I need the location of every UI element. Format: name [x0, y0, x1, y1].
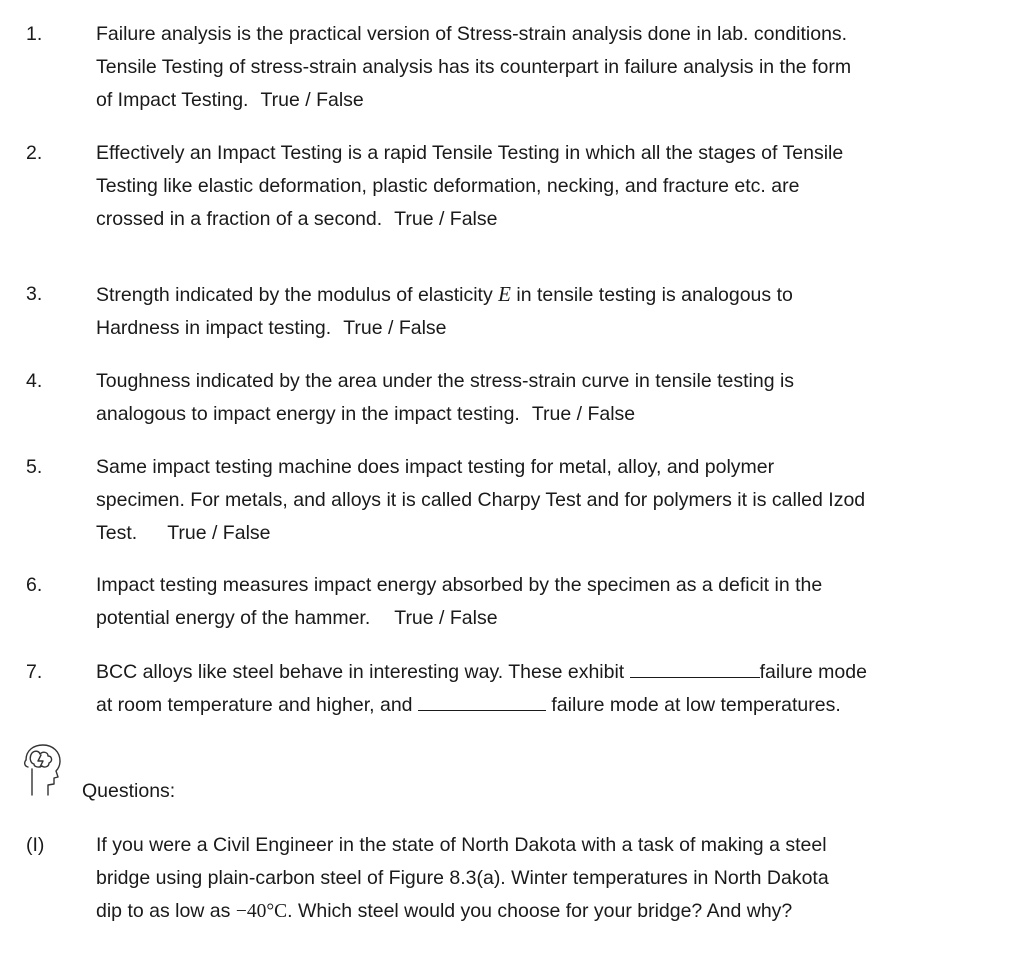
question-line: [96, 312, 996, 345]
question-line-text: Test.: [96, 522, 138, 544]
question-line-text: Hardness in impact testing.: [96, 317, 332, 339]
modulus-symbol: E: [498, 282, 511, 306]
questions-label: Questions:: [82, 780, 176, 802]
question-line: Failure analysis is the practical version of Stress-strain analysis done in lab. conditions.: [96, 23, 848, 45]
question-line: [96, 895, 996, 928]
true-false-option: True / False: [394, 607, 498, 629]
true-false-option: True / False: [531, 403, 636, 425]
question-text: [96, 18, 996, 117]
question-text: [96, 451, 996, 550]
fill-in-blank: [630, 676, 760, 678]
question-line: Effectively an Impact Testing is a rapid Tensile Testing in which all the stages of Tensile: [96, 142, 844, 164]
question-line: [96, 602, 996, 635]
true-false-option: True / False: [343, 317, 447, 339]
question-line: If you were a Civil Engineer in the state of North Dakota with a task of making a steel: [96, 834, 827, 856]
head-lightbulb-icon: [18, 742, 68, 800]
question-number: 2.: [26, 142, 43, 164]
question-number: 7.: [26, 661, 43, 683]
question-line: [96, 689, 996, 722]
question-text: [96, 656, 996, 722]
question-line: bridge using plain-carbon steel of Figure 8.3(a). Winter temperatures in North Dakota: [96, 867, 829, 889]
question-line-text: crossed in a fraction of a second.: [96, 208, 383, 230]
question-line-text: BCC alloys like steel behave in interesting way. These exhibit: [96, 661, 625, 683]
question-text: [96, 365, 996, 431]
question-text: [96, 829, 996, 928]
question-line: specimen. For metals, and alloys it is called Charpy Test and for polymers it is called Izod: [96, 489, 866, 511]
question-line-text: potential energy of the hammer.: [96, 607, 371, 629]
question-text: [96, 569, 996, 635]
true-false-option: True / False: [394, 208, 498, 230]
question-line-text: . Which steel would you choose for your bridge? And why?: [287, 900, 793, 922]
question-number: 4.: [26, 370, 43, 392]
question-text: [96, 278, 996, 345]
question-number: 6.: [26, 574, 43, 596]
question-line: [96, 398, 996, 431]
question-line: [96, 278, 996, 312]
question-line: Toughness indicated by the area under the stress-strain curve in tensile testing is: [96, 370, 795, 392]
question-line: Testing like elastic deformation, plastic deformation, necking, and fracture etc. are: [96, 175, 800, 197]
question-number: 1.: [26, 23, 43, 45]
question-line: [96, 656, 996, 689]
question-number: 5.: [26, 456, 43, 478]
true-false-option: True / False: [260, 89, 364, 111]
question-line-text: of Impact Testing.: [96, 89, 249, 111]
question-line: [96, 84, 996, 117]
question-line-text: in tensile testing is analogous to: [516, 284, 793, 306]
question-line-text: Strength indicated by the modulus of elasticity: [96, 284, 493, 306]
temperature-value: −40°C: [235, 901, 288, 922]
questions-header: [18, 742, 176, 806]
question-line: [96, 203, 996, 236]
question-line-text: dip to as low as: [96, 900, 231, 922]
question-line-text: failure mode: [759, 661, 867, 683]
question-line: Same impact testing machine does impact testing for metal, alloy, and polymer: [96, 456, 775, 478]
question-line: [96, 517, 996, 550]
question-text: [96, 137, 996, 236]
question-line-text: at room temperature and higher, and: [96, 694, 413, 716]
question-number: (I): [26, 834, 45, 856]
fill-in-blank: [418, 709, 546, 711]
question-line: Impact testing measures impact energy absorbed by the specimen as a deficit in the: [96, 574, 823, 596]
question-number: 3.: [26, 283, 43, 305]
question-line-text: failure mode at low temperatures.: [551, 694, 841, 716]
true-false-option: True / False: [167, 522, 271, 544]
question-line-text: analogous to impact energy in the impact testing.: [96, 403, 520, 425]
question-line: Tensile Testing of stress-strain analysis has its counterpart in failure analysis in the form: [96, 56, 852, 78]
